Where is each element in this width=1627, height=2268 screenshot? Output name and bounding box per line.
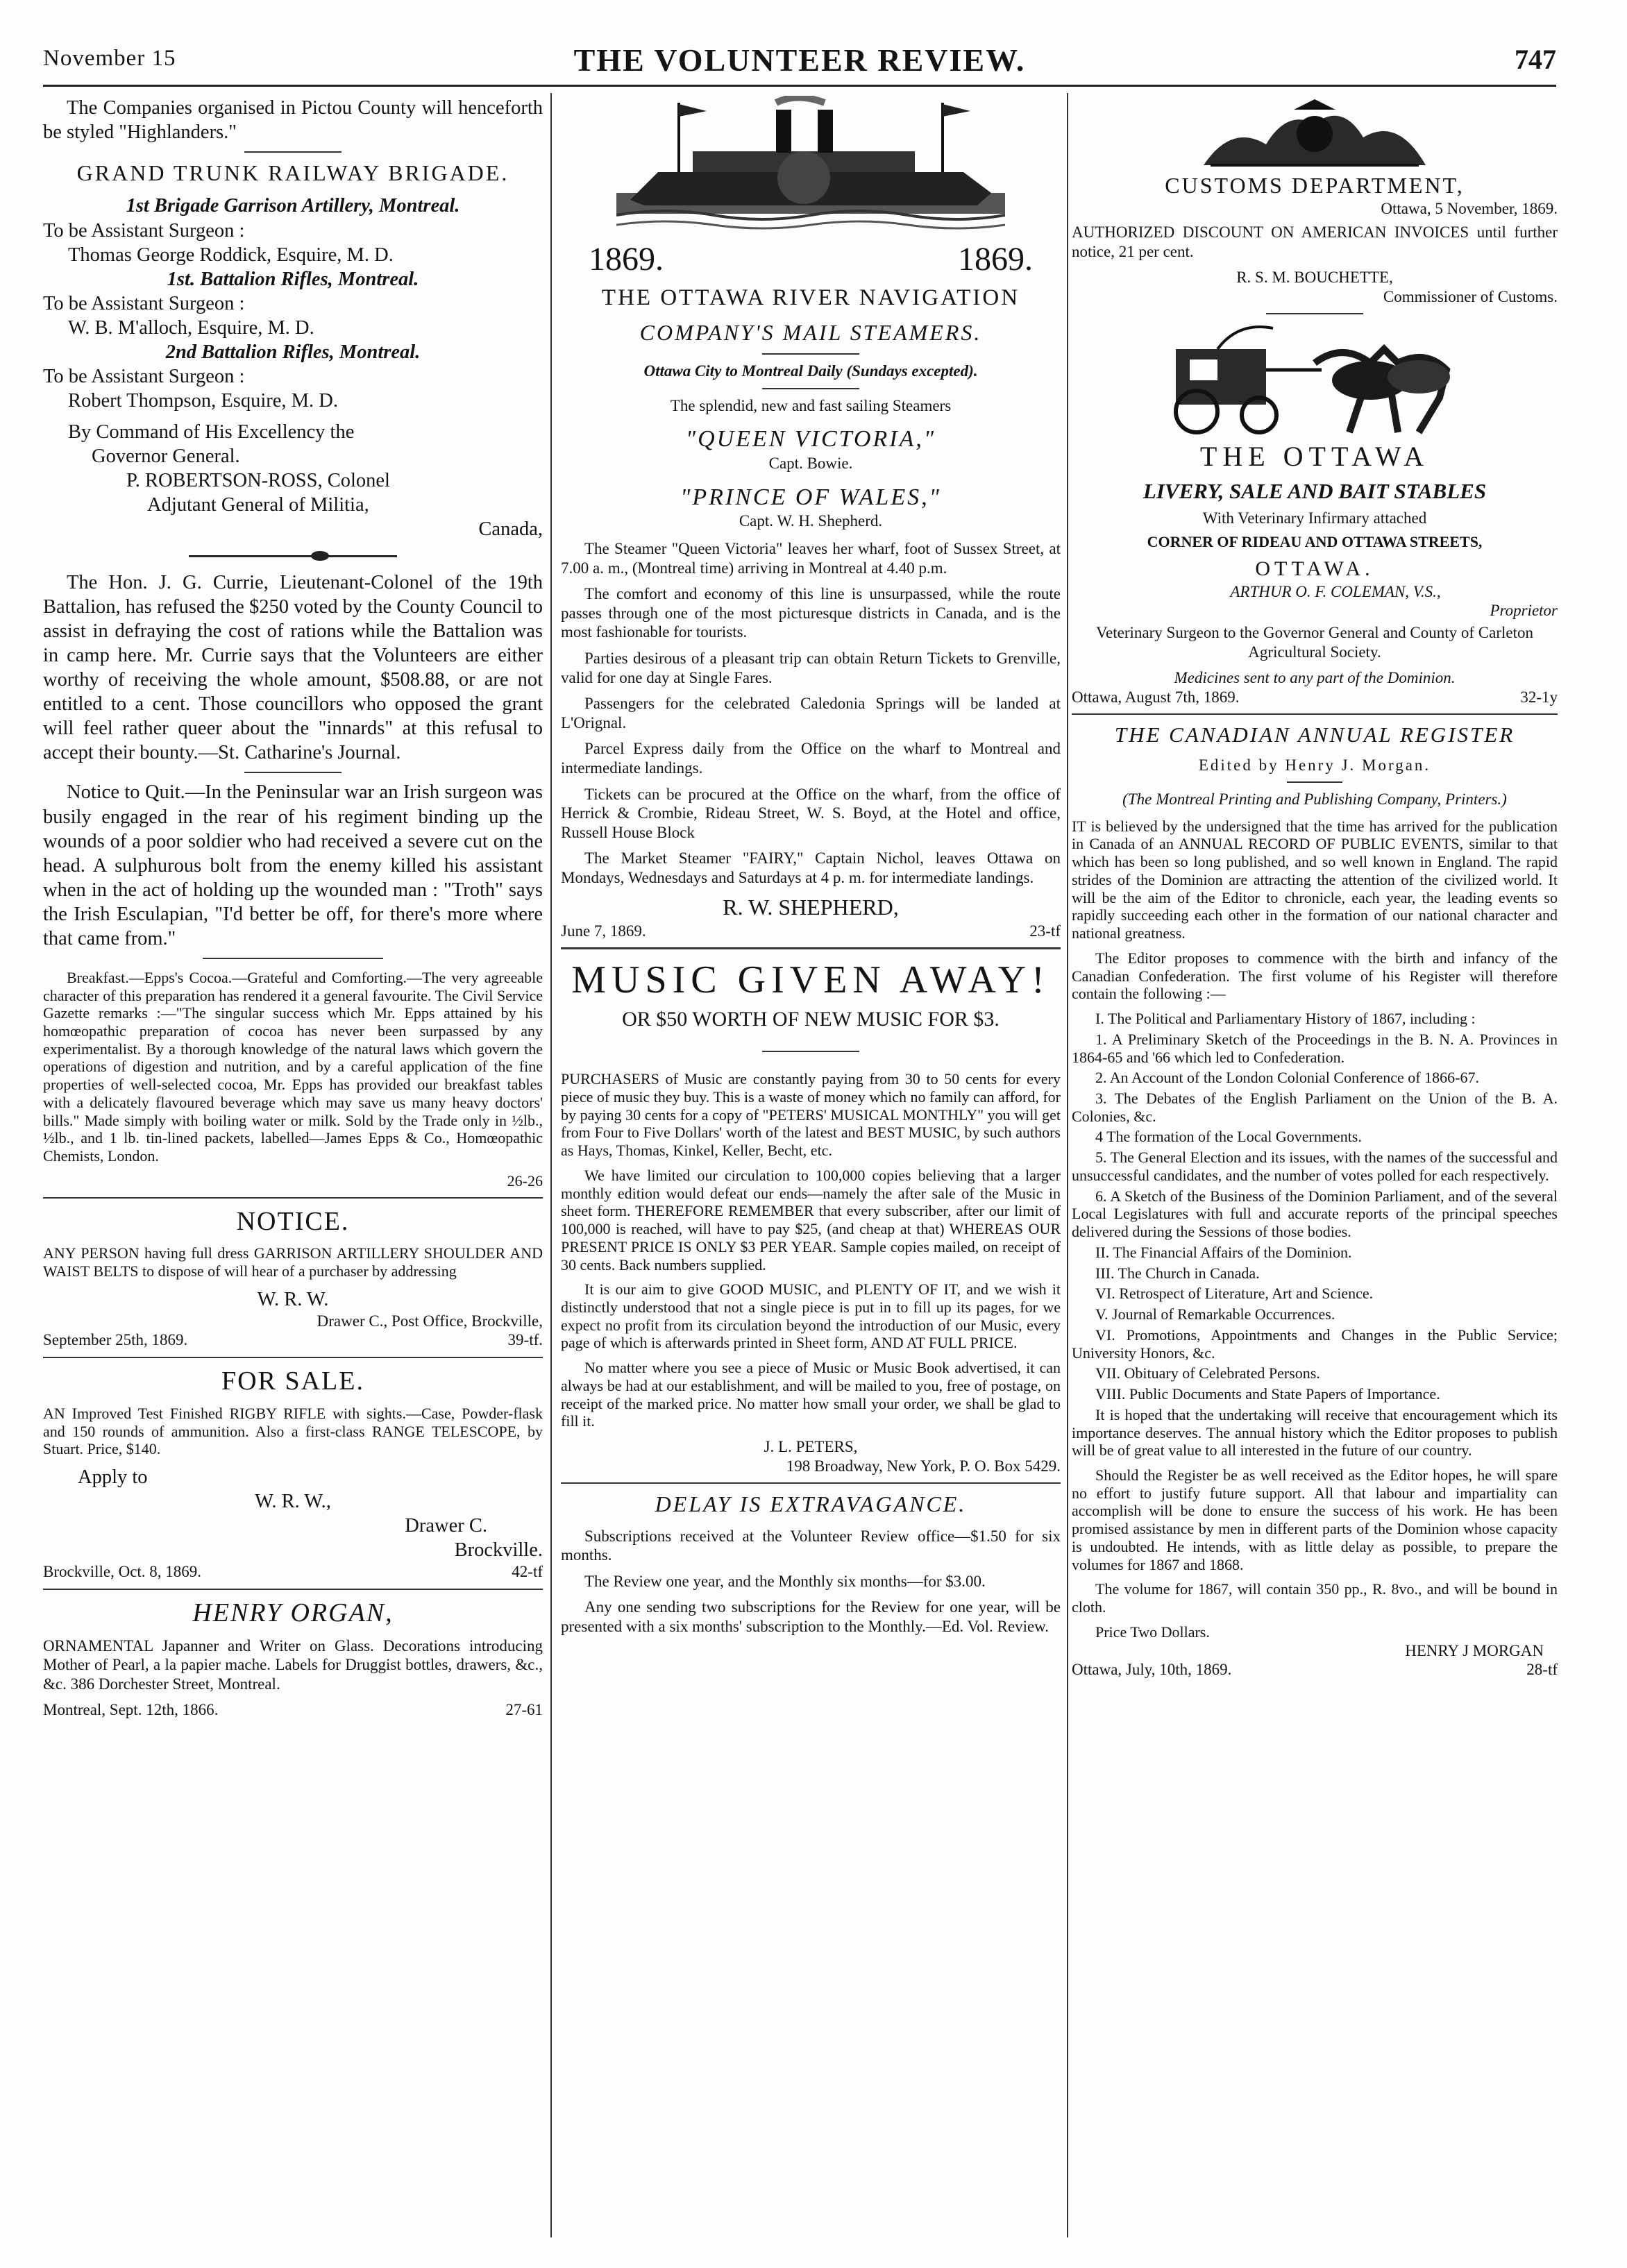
appointee: Thomas George Roddick, Esquire, M. D. bbox=[68, 244, 394, 266]
steamboat-illustration bbox=[616, 96, 1005, 235]
for-sale-signature: Drawer C. bbox=[405, 1515, 487, 1537]
delay-paragraph: Any one sending two subscriptions for the Review for one year, will be presented with a six months' subscription to the Monthly.—Ed. Vol. Review. bbox=[561, 1598, 1061, 1636]
music-signature: J. L. PETERS, bbox=[764, 1438, 858, 1456]
notice-heading: NOTICE. bbox=[236, 1206, 350, 1236]
register-list-item: I. The Political and Parliamentary History of 1867, including : bbox=[1095, 1010, 1476, 1028]
register-list-item: III. The Church in Canada. bbox=[1095, 1264, 1260, 1282]
divider bbox=[1266, 313, 1363, 314]
livery-date: Ottawa, August 7th, 1869. bbox=[1072, 688, 1240, 706]
for-sale-ref: 42-tf bbox=[512, 1563, 543, 1581]
register-price: Price Two Dollars. bbox=[1095, 1623, 1210, 1641]
command-line: By Command of His Excellency the bbox=[68, 421, 355, 443]
divider bbox=[762, 388, 859, 389]
unit-heading: 1st. Battalion Rifles, Montreal. bbox=[167, 268, 419, 290]
register-list-item: 5. The General Election and its issues, with the names of the successful and unsuccessful candidates, and the number of votes polled for each respectively. bbox=[1072, 1149, 1558, 1184]
navigation-intro: The splendid, new and fast sailing Steamers bbox=[670, 396, 952, 414]
divider bbox=[43, 1197, 543, 1199]
for-sale-heading: FOR SALE. bbox=[221, 1366, 364, 1396]
register-footer bbox=[1072, 1660, 1558, 1679]
register-list-item: VII. Obituary of Celebrated Persons. bbox=[1095, 1364, 1320, 1382]
register-list-item: 4 The formation of the Local Governments. bbox=[1095, 1128, 1362, 1146]
for-sale-signature: W. R. W., bbox=[255, 1491, 331, 1513]
divider bbox=[1287, 781, 1342, 783]
divider bbox=[203, 958, 383, 959]
divider bbox=[244, 151, 342, 153]
brigade-heading: GRAND TRUNK RAILWAY BRIGADE. bbox=[76, 160, 509, 186]
livery-name: THE OTTAWA bbox=[1199, 441, 1430, 473]
royal-crest-illustration bbox=[1190, 96, 1440, 172]
year-line bbox=[589, 239, 1033, 280]
column-left bbox=[43, 96, 543, 2233]
livery-owner-role: Proprietor bbox=[1490, 602, 1558, 620]
carriage-illustration bbox=[1155, 321, 1474, 439]
navigation-paragraph: The Steamer "Queen Victoria" leaves her wharf, foot of Sussex Street, at 7.00 a. m., (Montreal time) arriving in Montreal at 4.40 p.m. bbox=[561, 539, 1061, 577]
for-sale-footer bbox=[43, 1562, 543, 1582]
navigation-paragraph: The Market Steamer "FAIRY," Captain Nichol, leaves Ottawa on Mondays, Wednesdays and Saturdays at 4 p. m. for intermediate landings. bbox=[561, 849, 1061, 886]
divider bbox=[561, 1482, 1061, 1484]
register-paragraph: The Editor proposes to commence with the birth and infancy of the Canadian Confederation. The first volume of his Register will therefore contain the following :— bbox=[1072, 949, 1558, 1003]
currie-article: The Hon. J. G. Currie, Lieutenant-Colonel of the 19th Battalion, has refused the $250 voted by the County Council to assist in defraying the cost of rations while the Battalion was in camp here. Mr. Currie says that the Volunteers are either worthy of receiving the whole amount, $508.88, or are not entitled to a cent. Those councillors who opposed the grant will feel rather queer about the "innards" at this refusal to accept their bounty.—St. Catharine's Journal. bbox=[43, 572, 543, 764]
register-contents-list bbox=[1072, 1010, 1558, 1403]
divider bbox=[1072, 713, 1558, 715]
delay-heading: DELAY IS EXTRAVAGANCE. bbox=[655, 1491, 967, 1517]
music-title: MUSIC GIVEN AWAY! bbox=[571, 958, 1050, 1002]
organ-heading: HENRY ORGAN, bbox=[192, 1598, 394, 1627]
masthead bbox=[43, 40, 1556, 87]
divider bbox=[43, 1357, 543, 1358]
livery-medicine: Medicines sent to any part of the Dominion. bbox=[1174, 669, 1456, 687]
navigation-heading: THE OTTAWA RIVER NAVIGATION bbox=[601, 285, 1020, 311]
unit-heading: 2nd Battalion Rifles, Montreal. bbox=[165, 341, 421, 363]
music-paragraph: No matter where you see a piece of Music or Music Book advertised, it can always be had at our establishment, and will be mailed to you, free of postage, on receipt of the marked price. No matter how small your order, we shall be glad to fill it. bbox=[561, 1359, 1061, 1430]
register-paragraph: IT is believed by the undersigned that the time has arrived for the publication in Canada of an ANNUAL RECORD OF PUBLIC EVENTS, similar to that which has been so long published, and so well known in England. The rapid strides of the Dominion are attracting the attention of the civilized world. It will be the aim of the Editor to chronicle, each year, the leading events so rapidly succeeding each other in the formation of our national character and national greatness. bbox=[1072, 817, 1558, 942]
navigation-paragraph: Tickets can be procured at the Office on the wharf, from the office of Herrick & Crombie, Rideau Street, W. S. Boyd, at the Hotel and office, Russell House Block bbox=[561, 785, 1061, 841]
steamer-name: "PRINCE OF WALES," bbox=[680, 484, 941, 510]
organ-date: Montreal, Sept. 12th, 1866. bbox=[43, 1701, 219, 1719]
column-right bbox=[1072, 96, 1558, 2233]
appointment-role: To be Assistant Surgeon : bbox=[43, 365, 245, 387]
notice-text: ANY PERSON having full dress GARRISON ARTILLERY SHOULDER AND WAIST BELTS to dispose of will hear of a purchaser by addressing bbox=[43, 1244, 543, 1280]
register-editor: Edited by Henry J. Morgan. bbox=[1198, 756, 1431, 774]
signature: P. ROBERTSON-ROSS, Colonel bbox=[126, 469, 390, 491]
organ-text: ORNAMENTAL Japanner and Writer on Glass. Decorations introducing Mother of Pearl, a la papier mache. Labels for Druggist bottles, drawers, &c., &c. 386 Dorchester Street, Montreal. bbox=[43, 1636, 543, 1693]
navigation-paragraph: The comfort and economy of this line is unsurpassed, while the route passes through one of the most picturesque districts in Canada, and is the most fashionable for tourists. bbox=[561, 585, 1061, 641]
customs-date: Ottawa, 5 November, 1869. bbox=[1381, 200, 1558, 218]
divider bbox=[43, 1589, 543, 1590]
register-signature: HENRY J MORGAN bbox=[1405, 1641, 1544, 1659]
notice-ref: 39-tf. bbox=[507, 1331, 543, 1349]
navigation-signature: R. W. SHEPHERD, bbox=[723, 895, 899, 920]
column-divider bbox=[1067, 93, 1068, 2237]
register-paragraph: Should the Register be as well received as the Editor hopes, he will spare no effort to justify future support. All that labour and impartiality can accomplish will be done to ensure the success of his work. He has been promised assistance by men in different parts of the Dominion whose capacity is undoubted. He intends, with as little delay as possible, to prepare the volumes for 1867 and 1868. bbox=[1072, 1466, 1558, 1573]
delay-paragraph: The Review one year, and the Monthly six months—for $3.00. bbox=[584, 1572, 986, 1590]
register-ref: 28-tf bbox=[1526, 1661, 1558, 1679]
delay-paragraph: Subscriptions received at the Volunteer Review office—$1.50 for six months. bbox=[561, 1527, 1061, 1564]
newspaper-title: THE VOLUNTEER REVIEW. bbox=[573, 42, 1026, 78]
navigation-ref: 23-tf bbox=[1029, 922, 1061, 940]
navigation-footer bbox=[561, 922, 1061, 941]
livery-owner: ARTHUR O. F. COLEMAN, V.S., bbox=[1230, 582, 1441, 600]
organ-ref: 27-61 bbox=[505, 1701, 543, 1719]
register-list-item: VIII. Public Documents and State Papers of Importance. bbox=[1095, 1385, 1440, 1403]
year-left: 1869. bbox=[589, 241, 664, 278]
notice-footer bbox=[43, 1330, 543, 1350]
livery-subheading: LIVERY, SALE AND BAIT STABLES bbox=[1143, 478, 1487, 503]
notice-to-quit-article: Notice to Quit.—In the Peninsular war an Irish surgeon was busily engaged in the rear of his regiment binding up the wounds of a poor soldier who had received a severe cut on the head. A sulphurous bolt from the enemy killed his assistant when in the act of holding up the wounded man : "Troth" says the Irish Esculapian, "I'd better be off, for there's more where that came from." bbox=[43, 781, 543, 949]
livery-footer bbox=[1072, 688, 1558, 707]
register-list-item: 6. A Sketch of the Business of the Dominion Parliament, and of the several Local Legislatures with full and accurate reports of the principal speeches delivered during the Sessions of those bodies. bbox=[1072, 1187, 1558, 1241]
for-sale-signature: Brockville. bbox=[454, 1539, 543, 1562]
music-paragraph: It is our aim to give GOOD MUSIC, and PLENTY OF IT, and we wish it distinctly understood that not a single piece is put in to fill up its pages, for we expect no profit from its circulation beyond the introduction of our Music, every page of which is afterwards printed in Sheet form, AND AT FULL PRICE. bbox=[561, 1280, 1061, 1352]
column-middle bbox=[561, 96, 1061, 2233]
unit-heading: 1st Brigade Garrison Artillery, Montreal. bbox=[126, 195, 460, 217]
for-sale-text: AN Improved Test Finished RIGBY RIFLE with sights.—Case, Powder-flask and 150 rounds of ammunition. Also a first-class RANGE TELESCOPE, by Stuart. Price, $140. bbox=[43, 1404, 543, 1458]
column-divider bbox=[550, 93, 552, 2237]
pictou-notice: The Companies organised in Pictou County will henceforth be styled "Highlanders." bbox=[43, 97, 543, 144]
register-list-item: VI. Promotions, Appointments and Changes in the Public Service; University Honors, &c. bbox=[1072, 1326, 1558, 1362]
livery-line: With Veterinary Infirmary attached bbox=[1202, 509, 1427, 527]
register-list-item: II. The Financial Affairs of the Dominion. bbox=[1095, 1243, 1352, 1261]
signature-place: Canada, bbox=[478, 518, 543, 541]
divider bbox=[244, 772, 342, 773]
page-number: 747 bbox=[1515, 44, 1556, 75]
navigation-date: June 7, 1869. bbox=[561, 922, 646, 940]
register-heading: THE CANADIAN ANNUAL REGISTER bbox=[1114, 722, 1515, 747]
navigation-paragraph: Parties desirous of a pleasant trip can obtain Return Tickets to Grenville, valid for one day at Single Fares. bbox=[561, 649, 1061, 686]
appointment-role: To be Assistant Surgeon : bbox=[43, 219, 245, 242]
appointee: W. B. M'alloch, Esquire, M. D. bbox=[68, 316, 314, 339]
for-sale-apply: Apply to bbox=[78, 1466, 148, 1488]
register-paragraph: It is hoped that the undertaking will receive that encouragement which its importance deserves. The annual history which the Editor proposes to publish will be of great value to all interested in the future of our country. bbox=[1072, 1405, 1558, 1459]
register-printers: (The Montreal Printing and Publishing Company, Printers.) bbox=[1122, 790, 1507, 809]
navigation-subheading: COMPANY'S MAIL STEAMERS. bbox=[639, 319, 982, 345]
appointee: Robert Thompson, Esquire, M. D. bbox=[68, 389, 338, 412]
ornamental-divider bbox=[189, 551, 397, 561]
notice-signature: W. R. W. bbox=[257, 1288, 329, 1310]
divider bbox=[762, 1051, 859, 1052]
livery-ref: 32-1y bbox=[1520, 688, 1558, 706]
register-list-item: 2. An Account of the London Colonial Conference of 1866-67. bbox=[1095, 1069, 1479, 1087]
customs-heading: CUSTOMS DEPARTMENT, bbox=[1165, 173, 1465, 198]
divider bbox=[561, 947, 1061, 949]
appointment-role: To be Assistant Surgeon : bbox=[43, 292, 245, 314]
music-paragraph: PURCHASERS of Music are constantly paying from 30 to 50 cents for every piece of music they buy. This is a waste of money which no family can afford, for by paying 30 cents for a copy of "PETERS' MUSICAL MONTHLY" you will get from Four to Five Dollars' worth of the latest and BEST MUSIC, by such authors as Hays, Thomas, Kinkel, Keller, Becht, etc. bbox=[561, 1070, 1061, 1160]
for-sale-date: Brockville, Oct. 8, 1869. bbox=[43, 1563, 202, 1581]
divider bbox=[762, 353, 859, 355]
music-address: 198 Broadway, New York, P. O. Box 5429. bbox=[786, 1457, 1061, 1475]
register-date: Ottawa, July, 10th, 1869. bbox=[1072, 1661, 1232, 1679]
customs-role: Commissioner of Customs. bbox=[1383, 287, 1558, 305]
steamer-captain: Capt. Bowie. bbox=[768, 454, 853, 472]
epps-cocoa-advert: Breakfast.—Epps's Cocoa.—Grateful and Comforting.—The very agreeable character of this preparation has rendered it a general favourite. The Civil Service Gazette remarks :—"The singular success which Mr. Epps attained by his homœopathic preparation of cocoa has never been surpassed by any experimentalist. By a thorough knowledge of the natural laws which govern the operations of digestion and nutrition, and by a careful application of the fine properties of well-selected cocoa, Mr. Epps has provided our breakfast tables with a delicately flavoured beverage which may save us many heavy doctors' bills." Made simply with boiling water or milk. Sold by the Trade only in ½lb., ½lb., and 1 lb. tin-lined packets, labelled—James Epps & Co., Homœopathic Chemists, London. bbox=[43, 968, 543, 1165]
notice-date: September 25th, 1869. bbox=[43, 1331, 188, 1349]
advert-ref: 26-26 bbox=[507, 1171, 543, 1190]
issue-date: November 15 bbox=[43, 46, 176, 71]
signature-title: Adjutant General of Militia, bbox=[147, 494, 369, 516]
livery-city: OTTAWA. bbox=[1255, 557, 1374, 580]
command-line: Governor General. bbox=[92, 445, 240, 467]
organ-footer bbox=[43, 1700, 543, 1720]
steamer-captain: Capt. W. H. Shepherd. bbox=[739, 512, 883, 530]
customs-signature: R. S. M. BOUCHETTE, bbox=[1236, 269, 1393, 287]
register-list-item: V. Journal of Remarkable Occurrences. bbox=[1095, 1305, 1335, 1323]
navigation-paragraph: Parcel Express daily from the Office on the wharf to Montreal and intermediate landings. bbox=[561, 740, 1061, 777]
steamer-name: "QUEEN VICTORIA," bbox=[685, 426, 936, 452]
register-list-item: VI. Retrospect of Literature, Art and Science. bbox=[1095, 1285, 1374, 1303]
livery-address: CORNER OF RIDEAU AND OTTAWA STREETS, bbox=[1147, 533, 1483, 551]
music-paragraph: We have limited our circulation to 100,000 copies believing that a larger monthly edition would defeat our ends—namely the after sale of the Music in sheet form. THEREFORE REMEMBER that every subscriber, after our limit of 100,000 is reached, will have to pay $25, (and cheap at that) WHEREAS OUR PRESENT PRICE IS ONLY $3 PER YEAR. Sample copies mailed, on receipt of 30 cents. Back numbers supplied. bbox=[561, 1166, 1061, 1273]
register-list-item: 3. The Debates of the English Parliament on the Union of the B. A. Colonies, &c. bbox=[1072, 1090, 1558, 1125]
register-list-item: 1. A Preliminary Sketch of the Proceedings in the B. N. A. Provinces in 1864-65 and '66 which led to Confederation. bbox=[1072, 1030, 1558, 1066]
navigation-paragraph: Passengers for the celebrated Caledonia Springs will be landed at L'Orignal. bbox=[561, 695, 1061, 731]
customs-notice: AUTHORIZED DISCOUNT ON AMERICAN INVOICES until further notice, 21 per cent. bbox=[1072, 223, 1558, 260]
register-paragraph: The volume for 1867, will contain 350 pp., R. 8vo., and will be bound in cloth. bbox=[1072, 1580, 1558, 1616]
year-right: 1869. bbox=[958, 241, 1033, 278]
livery-description: Veterinary Surgeon to the Governor General and County of Carleton Agricultural Society. bbox=[1096, 624, 1533, 661]
notice-address: Drawer C., Post Office, Brockville, bbox=[317, 1312, 543, 1330]
music-subtitle: OR $50 WORTH OF NEW MUSIC FOR $3. bbox=[622, 1008, 1000, 1031]
navigation-route: Ottawa City to Montreal Daily (Sundays excepted). bbox=[643, 362, 978, 380]
